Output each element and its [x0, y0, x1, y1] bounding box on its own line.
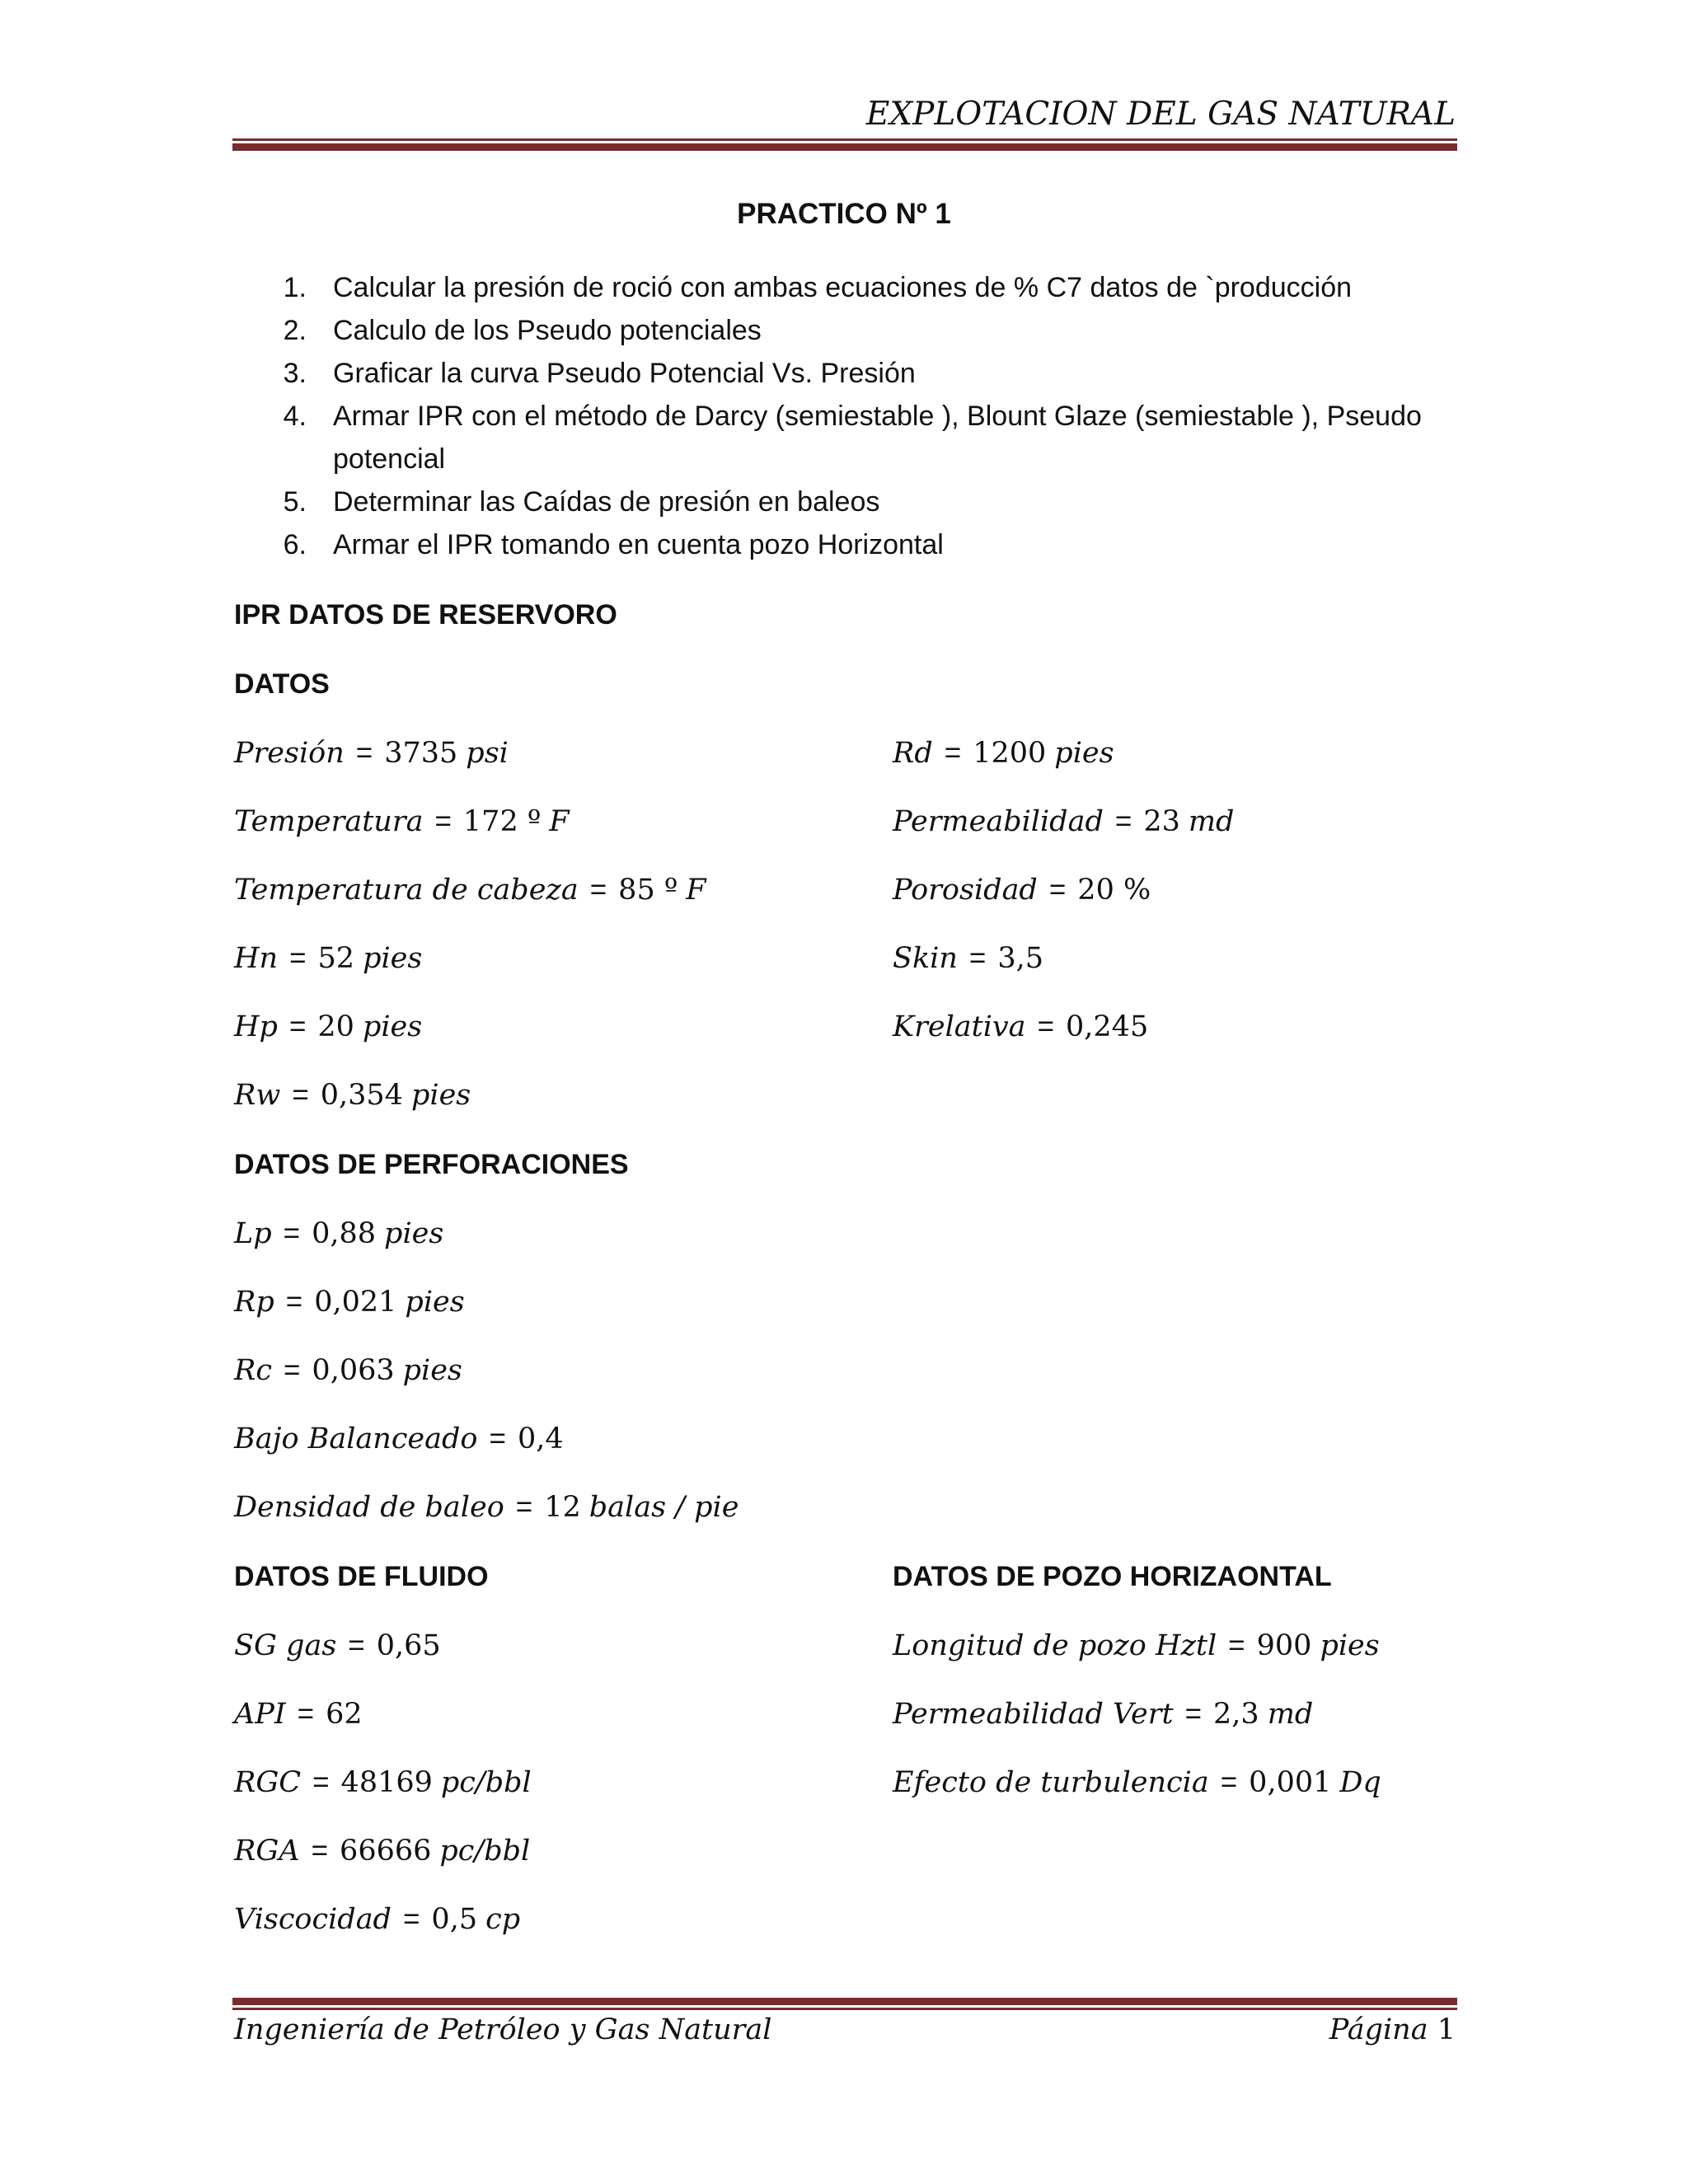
equals-sign: =	[297, 1698, 315, 1730]
variable-name: RGA	[234, 1835, 300, 1868]
equation-row	[234, 1079, 471, 1112]
task-number: 1.	[283, 272, 307, 303]
section-heading-reservoir: IPR DATOS DE RESERVORO	[234, 599, 617, 630]
task-text: potencial	[333, 443, 446, 475]
task-number: 2.	[283, 315, 307, 346]
task-number: 3.	[283, 358, 307, 389]
task-text: Armar IPR con el método de Darcy (semiestable ), Blount Glaze (semiestable ), Pseudo	[333, 401, 1422, 432]
section-heading-horizontal: DATOS DE POZO HORIZAONTAL	[893, 1561, 1332, 1592]
equation-row	[234, 1217, 443, 1250]
variable-value: 52	[317, 942, 355, 975]
variable-value: 0,063	[312, 1354, 395, 1387]
equals-sign: =	[283, 1217, 301, 1249]
variable-value: 85 º	[618, 874, 678, 907]
equals-sign: =	[292, 1079, 309, 1111]
variable-name: Rd	[893, 737, 933, 770]
equals-sign: =	[1220, 1766, 1238, 1798]
variable-value: 2,3	[1213, 1698, 1259, 1731]
equation-row	[893, 805, 1234, 838]
variable-name: Lp	[234, 1217, 272, 1250]
variable-name: Temperatura	[234, 805, 424, 838]
variable-name: Densidad de baleo	[234, 1491, 504, 1524]
equals-sign: =	[968, 942, 987, 974]
variable-value: 20 %	[1077, 874, 1151, 907]
page-label: Página	[1329, 2013, 1428, 2046]
equation-row	[234, 805, 570, 838]
variable-unit: balas / pie	[588, 1491, 739, 1524]
variable-value: 0,021	[314, 1286, 397, 1319]
variable-value: 12	[544, 1491, 581, 1524]
footer-rule-thick	[232, 1998, 1457, 2005]
variable-unit: psi	[466, 737, 509, 770]
equals-sign: =	[348, 1629, 365, 1661]
variable-value: 0,354	[320, 1079, 403, 1112]
equation-row	[234, 1286, 465, 1319]
variable-unit: md	[1267, 1698, 1314, 1731]
equation-row	[893, 737, 1114, 770]
variable-unit: pies	[405, 1286, 465, 1319]
section-heading-data: DATOS	[234, 668, 330, 700]
footer-page-number	[1329, 2013, 1456, 2046]
header-title: EXPLOTACION DEL GAS NATURAL	[865, 96, 1456, 133]
variable-value: 1200	[973, 737, 1047, 770]
variable-name: Efecto de turbulencia	[893, 1766, 1209, 1799]
equals-sign: =	[402, 1903, 420, 1935]
variable-unit: pies	[402, 1354, 462, 1387]
equals-sign: =	[589, 874, 607, 906]
variable-name: Longitud de pozo Hztl	[893, 1629, 1217, 1662]
variable-name: Hp	[234, 1010, 278, 1043]
equals-sign: =	[312, 1766, 330, 1798]
equation-row	[234, 1010, 422, 1043]
variable-unit: pc/bbl	[439, 1835, 531, 1868]
page-title: PRACTICO Nº 1	[737, 198, 951, 230]
variable-name: Permeabilidad Vert	[893, 1698, 1174, 1731]
variable-value: 0,65	[376, 1629, 441, 1662]
equals-sign: =	[434, 805, 452, 837]
equation-row	[234, 1629, 441, 1662]
variable-value: 20	[317, 1010, 354, 1043]
variable-value: 0,88	[312, 1217, 377, 1250]
variable-name: Rc	[234, 1354, 272, 1387]
variable-name: Krelativa	[893, 1010, 1026, 1043]
equation-row	[893, 942, 1043, 975]
variable-unit: pc/bbl	[440, 1766, 532, 1799]
header-rule-thick	[232, 143, 1457, 151]
variable-unit: pies	[363, 942, 423, 975]
equals-sign: =	[944, 737, 962, 769]
variable-value: 172 º	[462, 805, 542, 838]
equals-sign: =	[289, 942, 307, 974]
equals-sign: =	[288, 1010, 307, 1043]
variable-unit: pies	[410, 1079, 471, 1112]
equation-row	[234, 1491, 738, 1524]
variable-unit: pies	[1054, 737, 1114, 770]
equals-sign: =	[1114, 805, 1132, 837]
variable-name: Porosidad	[893, 874, 1038, 907]
task-text: Calcular la presión de roció con ambas ecuaciones de % C7 datos de `producción	[333, 272, 1353, 303]
section-heading-fluid: DATOS DE FLUIDO	[234, 1561, 489, 1592]
variable-unit: pies	[1320, 1629, 1380, 1662]
variable-name: Hn	[234, 942, 279, 975]
equation-row	[893, 1629, 1380, 1662]
variable-name: API	[234, 1698, 286, 1731]
variable-value: 23	[1143, 805, 1180, 838]
variable-value: 3,5	[997, 942, 1044, 975]
variable-value: 48169	[340, 1766, 433, 1799]
equation-row	[234, 1354, 462, 1387]
variable-unit: md	[1188, 805, 1235, 838]
task-text: Determinar las Caídas de presión en baleos	[333, 486, 880, 518]
variable-value: 0,4	[517, 1422, 564, 1455]
equals-sign: =	[285, 1286, 303, 1318]
equals-sign: =	[355, 737, 373, 769]
variable-value: 900	[1256, 1629, 1312, 1662]
equals-sign: =	[1037, 1010, 1055, 1043]
task-text: Calculo de los Pseudo potenciales	[333, 315, 762, 346]
variable-unit: F	[686, 874, 706, 907]
variable-name: RGC	[234, 1766, 302, 1799]
equation-row	[234, 1766, 532, 1799]
variable-value: 0,5	[431, 1903, 478, 1936]
equation-row	[234, 1698, 363, 1731]
variable-value: 0,245	[1066, 1010, 1149, 1043]
task-number: 6.	[283, 529, 307, 560]
equation-row	[893, 1698, 1313, 1731]
equals-sign: =	[1048, 874, 1067, 906]
equals-sign: =	[515, 1491, 533, 1523]
task-number: 5.	[283, 486, 307, 518]
variable-value: 66666	[340, 1835, 432, 1868]
equation-row	[234, 737, 509, 770]
variable-name: Bajo Balanceado	[234, 1422, 478, 1455]
equals-sign: =	[283, 1354, 301, 1386]
variable-value: 62	[326, 1698, 363, 1731]
task-text: Graficar la curva Pseudo Potencial Vs. Presión	[333, 358, 916, 389]
header-rule-thin	[232, 138, 1457, 141]
equation-row	[234, 1835, 530, 1868]
variable-unit: F	[549, 805, 570, 838]
equals-sign: =	[311, 1835, 329, 1867]
variable-name: Skin	[893, 942, 958, 975]
variable-unit: cp	[485, 1903, 521, 1936]
variable-name: SG gas	[234, 1629, 337, 1662]
page-number: 1	[1437, 2013, 1456, 2046]
variable-unit: Dq	[1339, 1766, 1381, 1799]
footer-rule-thin	[232, 2008, 1457, 2010]
equation-row	[893, 1010, 1148, 1043]
variable-unit: pies	[384, 1217, 444, 1250]
variable-name: Presión	[234, 737, 345, 770]
variable-name: Viscocidad	[234, 1903, 392, 1936]
variable-unit: pies	[362, 1010, 423, 1043]
equals-sign: =	[489, 1422, 506, 1455]
equation-row	[234, 1903, 520, 1936]
equals-sign: =	[1228, 1629, 1245, 1661]
variable-value: 3735	[384, 737, 458, 770]
equation-row	[234, 874, 706, 907]
variable-name: Permeabilidad	[893, 805, 1104, 838]
variable-value: 0,001	[1249, 1766, 1332, 1799]
equation-row	[234, 942, 422, 975]
task-text: Armar el IPR tomando en cuenta pozo Horizontal	[333, 529, 944, 560]
variable-name: Temperatura de cabeza	[234, 874, 579, 907]
footer-course: Ingeniería de Petróleo y Gas Natural	[234, 2013, 772, 2046]
variable-name: Rp	[234, 1286, 274, 1319]
equation-row	[893, 1766, 1381, 1799]
equation-row	[893, 874, 1151, 907]
equation-row	[234, 1422, 564, 1455]
variable-name: Rw	[234, 1079, 281, 1112]
task-number: 4.	[283, 401, 307, 432]
section-heading-perforations: DATOS DE PERFORACIONES	[234, 1149, 629, 1180]
equals-sign: =	[1184, 1698, 1203, 1730]
